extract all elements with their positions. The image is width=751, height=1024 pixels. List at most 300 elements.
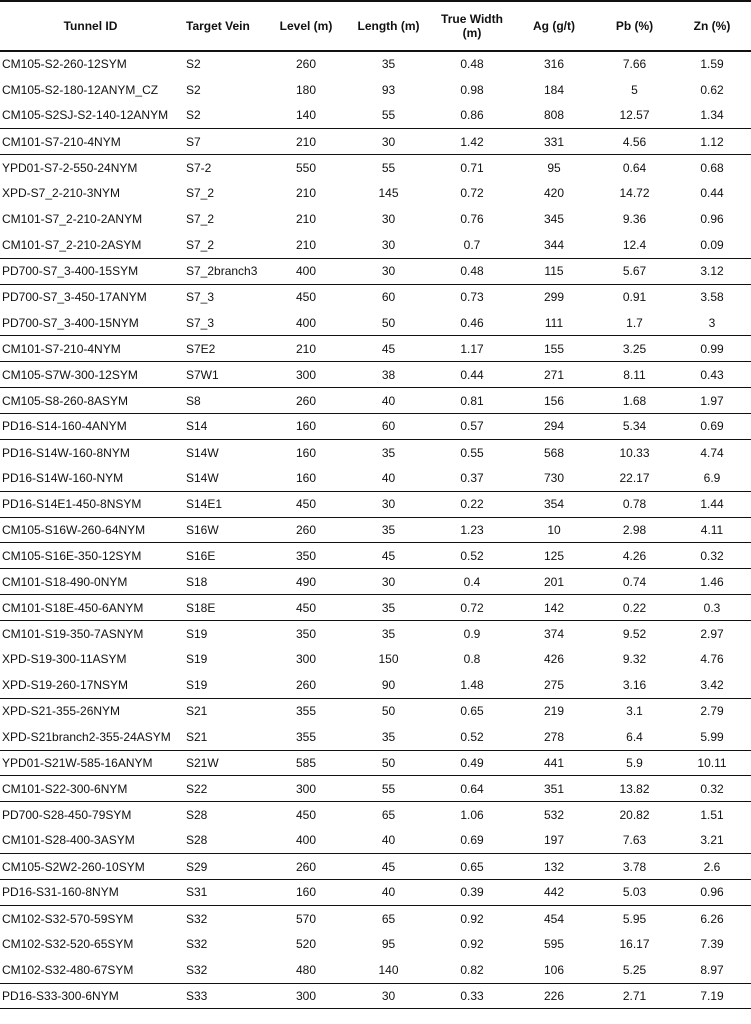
table-row: [0, 750, 751, 776]
cell-true-width: 0.37: [460, 470, 484, 485]
cell-level: 300: [295, 652, 317, 667]
table-row: [0, 672, 751, 698]
table-row: [0, 802, 751, 828]
cell-true-width: 0.44: [432, 362, 512, 388]
header-target-vein: Target Vein: [181, 1, 267, 51]
cell-zn: 2.6: [673, 854, 751, 880]
cell-tunnel-id: CM101-S7_2-210-2ASYM: [2, 237, 142, 252]
cell-target-vein: S14W: [181, 439, 267, 465]
header-ag: Ag (g/t): [512, 1, 596, 51]
cell-pb: 5.9: [596, 750, 673, 776]
cell-zn: 3.21: [700, 833, 724, 848]
table-row: [0, 465, 751, 491]
cell-ag: 420: [543, 186, 565, 201]
cell-zn: 10.11: [673, 750, 751, 776]
cell-true-width: 0.52: [432, 543, 512, 569]
cell-pb: 3.25: [596, 336, 673, 362]
cell-length: 40: [381, 833, 396, 848]
cell-ag: 271: [512, 362, 596, 388]
cell-zn: 8.97: [700, 962, 724, 977]
cell-level: 300: [267, 776, 345, 802]
cell-target-vein: S2: [186, 82, 201, 97]
cell-pb: 10.33: [596, 439, 673, 465]
table-row: [0, 413, 751, 439]
cell-length: 30: [345, 258, 432, 284]
cell-length: 30: [345, 491, 432, 517]
cell-length: 55: [345, 155, 432, 181]
cell-target-vein: S19: [186, 678, 208, 693]
cell-ag: 351: [512, 776, 596, 802]
cell-level: 260: [267, 388, 345, 414]
cell-pb: 0.78: [596, 491, 673, 517]
cell-tunnel-id: XPD-S7_2-210-3NYM: [2, 186, 121, 201]
cell-pb: 22.17: [619, 470, 650, 485]
cell-target-vein: S7_3: [186, 315, 215, 330]
cell-target-vein: S21: [186, 729, 208, 744]
cell-true-width: 0.98: [460, 82, 484, 97]
cell-target-vein: S19: [186, 652, 208, 667]
cell-target-vein: S29: [181, 854, 267, 880]
cell-length: 35: [381, 729, 396, 744]
cell-zn: 7.39: [700, 937, 724, 952]
cell-true-width: 0.82: [460, 962, 484, 977]
cell-level: 355: [267, 698, 345, 724]
table-row: [0, 129, 751, 155]
header-level: Level (m): [267, 1, 345, 51]
cell-zn: 1.44: [673, 491, 751, 517]
cell-tunnel-id: YPD01-S7-2-550-24NYM: [0, 155, 181, 181]
cell-level: 490: [267, 569, 345, 595]
cell-zn: 0.09: [700, 237, 724, 252]
cell-level: 160: [295, 470, 317, 485]
table-row: [0, 931, 751, 957]
cell-target-vein: S31: [181, 880, 267, 906]
cell-level: 450: [267, 595, 345, 621]
cell-level: 520: [295, 937, 317, 952]
cell-ag: 10: [512, 517, 596, 543]
cell-length: 60: [345, 413, 432, 439]
cell-pb: 16.17: [619, 937, 650, 952]
cell-tunnel-id: PD16-S31-160-8NYM: [0, 880, 181, 906]
header-pb: Pb (%): [596, 1, 673, 51]
cell-ag: 454: [512, 905, 596, 931]
cell-true-width: 0.92: [432, 905, 512, 931]
cell-zn: 1.51: [673, 802, 751, 828]
cell-level: 160: [267, 880, 345, 906]
cell-tunnel-id: PD16-S14E1-450-8NSYM: [0, 491, 181, 517]
cell-ag: 532: [512, 802, 596, 828]
table-row: [0, 880, 751, 906]
cell-target-vein: S16E: [181, 543, 267, 569]
cell-length: 35: [345, 51, 432, 77]
cell-ag: 226: [512, 983, 596, 1009]
cell-length: 45: [345, 543, 432, 569]
cell-ag: 125: [512, 543, 596, 569]
cell-zn: 0.96: [673, 880, 751, 906]
cell-ag: 184: [543, 82, 565, 97]
cell-zn: 0.3: [673, 595, 751, 621]
cell-level: 300: [267, 983, 345, 1009]
table-row: [0, 439, 751, 465]
cell-length: 55: [381, 108, 396, 123]
cell-target-vein: S2: [186, 108, 201, 123]
table-row: [0, 724, 751, 750]
cell-zn: 5.99: [700, 729, 724, 744]
cell-pb: 5: [631, 82, 638, 97]
cell-target-vein: S14W: [186, 470, 219, 485]
cell-pb: 14.72: [619, 186, 650, 201]
table-row: [0, 905, 751, 931]
cell-tunnel-id: XPD-S19-300-11ASYM: [2, 652, 127, 667]
cell-pb: 6.4: [626, 729, 643, 744]
cell-tunnel-id: PD16-S14-160-4ANYM: [0, 413, 181, 439]
table-row: [0, 491, 751, 517]
cell-length: 145: [378, 186, 399, 201]
cell-length: 50: [345, 698, 432, 724]
cell-true-width: 0.39: [432, 880, 512, 906]
cell-true-width: 0.73: [432, 284, 512, 310]
cell-ag: 316: [512, 51, 596, 77]
cell-zn: 3.58: [673, 284, 751, 310]
table-row: [0, 362, 751, 388]
cell-true-width: 0.65: [432, 854, 512, 880]
cell-pb: 5.95: [596, 905, 673, 931]
cell-tunnel-id: PD700-S7_3-400-15NYM: [2, 315, 139, 330]
cell-length: 45: [345, 854, 432, 880]
cell-length: 90: [381, 678, 396, 693]
cell-true-width: 0.76: [460, 212, 484, 227]
cell-zn: 4.76: [700, 652, 724, 667]
cell-pb: 7.66: [596, 51, 673, 77]
table-row: [0, 206, 751, 232]
cell-length: 50: [345, 750, 432, 776]
cell-ag: 294: [512, 413, 596, 439]
cell-true-width: 1.17: [432, 336, 512, 362]
cell-ag: 441: [512, 750, 596, 776]
cell-ag: 345: [543, 212, 565, 227]
cell-pb: 3.78: [596, 854, 673, 880]
cell-zn: 0.44: [700, 186, 724, 201]
cell-zn: 7.19: [673, 983, 751, 1009]
cell-pb: 4.56: [596, 129, 673, 155]
cell-ag: 155: [512, 336, 596, 362]
cell-ag: 275: [543, 678, 565, 693]
cell-true-width: 1.42: [432, 129, 512, 155]
table-row: [0, 569, 751, 595]
cell-ag: 106: [543, 962, 565, 977]
cell-true-width: 0.72: [460, 186, 484, 201]
cell-length: 150: [378, 652, 399, 667]
cell-target-vein: S18: [181, 569, 267, 595]
cell-target-vein: S32: [186, 937, 208, 952]
cell-level: 450: [267, 284, 345, 310]
cell-level: 400: [295, 833, 317, 848]
cell-tunnel-id: CM101-S19-350-7ASNYM: [0, 621, 181, 647]
cell-target-vein: S7_3: [181, 284, 267, 310]
cell-level: 585: [267, 750, 345, 776]
cell-level: 260: [295, 678, 317, 693]
cell-zn: 0.68: [673, 155, 751, 181]
cell-length: 30: [381, 212, 396, 227]
cell-tunnel-id: YPD01-S21W-585-16ANYM: [0, 750, 181, 776]
cell-level: 570: [267, 905, 345, 931]
cell-length: 35: [345, 517, 432, 543]
cell-tunnel-id: PD700-S7_3-450-17ANYM: [0, 284, 181, 310]
cell-true-width: 0.48: [432, 258, 512, 284]
cell-tunnel-id: CM105-S16W-260-64NYM: [0, 517, 181, 543]
table-row: [0, 155, 751, 181]
cell-target-vein: S14: [181, 413, 267, 439]
cell-target-vein: S16W: [181, 517, 267, 543]
cell-true-width: 0.72: [432, 595, 512, 621]
cell-ag: 219: [512, 698, 596, 724]
cell-true-width: 0.69: [460, 833, 484, 848]
table-row: [0, 258, 751, 284]
table-row: [0, 776, 751, 802]
cell-length: 93: [381, 82, 396, 97]
cell-ag: 115: [512, 258, 596, 284]
cell-true-width: 0.57: [432, 413, 512, 439]
cell-pb: 0.74: [596, 569, 673, 595]
cell-ag: 156: [512, 388, 596, 414]
cell-zn: 3.42: [700, 678, 724, 693]
cell-target-vein: S2: [181, 51, 267, 77]
cell-level: 210: [267, 129, 345, 155]
cell-zn: 0.99: [673, 336, 751, 362]
cell-true-width: 0.52: [460, 729, 484, 744]
table-body: [0, 51, 751, 1009]
cell-ag: 808: [543, 108, 565, 123]
cell-level: 260: [267, 51, 345, 77]
cell-true-width: 0.55: [432, 439, 512, 465]
cell-ag: 197: [543, 833, 565, 848]
cell-tunnel-id: PD16-S14W-160-NYM: [2, 470, 124, 485]
cell-tunnel-id: CM101-S7-210-4NYM: [0, 336, 181, 362]
cell-ag: 595: [543, 937, 565, 952]
cell-level: 210: [295, 186, 317, 201]
cell-target-vein: S22: [181, 776, 267, 802]
cell-tunnel-id: CM105-S8-260-8ASYM: [0, 388, 181, 414]
cell-level: 210: [295, 212, 317, 227]
cell-zn: 6.26: [673, 905, 751, 931]
cell-true-width: 0.92: [460, 937, 484, 952]
cell-level: 260: [267, 854, 345, 880]
cell-tunnel-id: CM102-S32-570-59SYM: [0, 905, 181, 931]
cell-zn: 0.43: [673, 362, 751, 388]
cell-ag: 568: [512, 439, 596, 465]
cell-target-vein: S7W1: [181, 362, 267, 388]
cell-target-vein: S7_2: [186, 237, 215, 252]
cell-length: 65: [345, 905, 432, 931]
table-row: [0, 595, 751, 621]
cell-tunnel-id: CM101-S18-490-0NYM: [0, 569, 181, 595]
table-row: [0, 103, 751, 129]
cell-length: 60: [345, 284, 432, 310]
cell-true-width: 0.65: [432, 698, 512, 724]
cell-zn: 1.59: [673, 51, 751, 77]
cell-target-vein: S18E: [181, 595, 267, 621]
cell-length: 30: [381, 237, 396, 252]
table-row: [0, 77, 751, 103]
cell-target-vein: S21: [181, 698, 267, 724]
cell-ag: 142: [512, 595, 596, 621]
cell-ag: 344: [543, 237, 565, 252]
cell-tunnel-id: CM105-S2-180-12ANYM_CZ: [2, 82, 159, 97]
cell-zn: 0.96: [700, 212, 724, 227]
cell-length: 140: [378, 962, 399, 977]
cell-target-vein: S32: [181, 905, 267, 931]
cell-level: 350: [267, 621, 345, 647]
cell-ag: 299: [512, 284, 596, 310]
cell-target-vein: S7_2branch3: [181, 258, 267, 284]
cell-target-vein: S8: [181, 388, 267, 414]
table-row: [0, 517, 751, 543]
cell-target-vein: S28: [181, 802, 267, 828]
header-length: Length (m): [345, 1, 432, 51]
cell-ag: 201: [512, 569, 596, 595]
cell-pb: 0.64: [596, 155, 673, 181]
cell-true-width: 0.9: [432, 621, 512, 647]
cell-tunnel-id: PD700-S28-450-79SYM: [0, 802, 181, 828]
table-row: [0, 828, 751, 854]
cell-zn: 0.69: [673, 413, 751, 439]
cell-tunnel-id: CM101-S22-300-6NYM: [0, 776, 181, 802]
cell-level: 355: [295, 729, 317, 744]
cell-true-width: 0.46: [460, 315, 484, 330]
cell-length: 95: [381, 937, 396, 952]
cell-target-vein: S32: [186, 962, 208, 977]
cell-pb: 5.34: [596, 413, 673, 439]
cell-tunnel-id: CM101-S18E-450-6ANYM: [0, 595, 181, 621]
table-row: [0, 543, 751, 569]
cell-true-width: 0.86: [460, 108, 484, 123]
cell-level: 210: [267, 336, 345, 362]
table-row: [0, 388, 751, 414]
cell-pb: 1.68: [596, 388, 673, 414]
cell-ag: 426: [543, 652, 565, 667]
cell-length: 40: [381, 470, 396, 485]
cell-ag: 132: [512, 854, 596, 880]
cell-ag: 374: [512, 621, 596, 647]
cell-true-width: 0.71: [432, 155, 512, 181]
cell-length: 30: [345, 129, 432, 155]
cell-length: 65: [345, 802, 432, 828]
table-row: [0, 51, 751, 77]
cell-level: 550: [267, 155, 345, 181]
cell-pb: 8.11: [596, 362, 673, 388]
cell-pb: 12.4: [622, 237, 647, 252]
cell-length: 55: [345, 776, 432, 802]
header-row: [0, 1, 751, 51]
table-row: [0, 621, 751, 647]
cell-level: 160: [267, 439, 345, 465]
cell-tunnel-id: CM105-S7W-300-12SYM: [0, 362, 181, 388]
cell-tunnel-id: CM101-S7-210-4NYM: [0, 129, 181, 155]
cell-tunnel-id: CM101-S28-400-3ASYM: [2, 833, 135, 848]
cell-pb: 1.7: [626, 315, 643, 330]
cell-zn: 3.12: [673, 258, 751, 284]
cell-tunnel-id: CM105-S2SJ-S2-140-12ANYM: [2, 108, 169, 123]
cell-pb: 2.71: [596, 983, 673, 1009]
cell-pb: 9.36: [622, 212, 647, 227]
cell-target-vein: S7-2: [181, 155, 267, 181]
table-row: [0, 698, 751, 724]
cell-target-vein: S33: [181, 983, 267, 1009]
cell-true-width: 1.48: [460, 678, 484, 693]
cell-pb: 5.67: [596, 258, 673, 284]
cell-tunnel-id: XPD-S21branch2-355-24ASYM: [2, 729, 171, 744]
cell-level: 210: [295, 237, 317, 252]
cell-level: 450: [267, 491, 345, 517]
cell-pb: 2.98: [596, 517, 673, 543]
cell-length: 30: [345, 983, 432, 1009]
table-row: [0, 957, 751, 983]
cell-pb: 9.52: [596, 621, 673, 647]
cell-pb: 20.82: [596, 802, 673, 828]
cell-tunnel-id: XPD-S19-260-17NSYM: [2, 678, 129, 693]
cell-pb: 9.32: [622, 652, 647, 667]
cell-tunnel-id: PD700-S7_3-400-15SYM: [0, 258, 181, 284]
header-zn: Zn (%): [673, 1, 751, 51]
cell-pb: 7.63: [622, 833, 647, 848]
cell-tunnel-id: CM105-S2-260-12SYM: [0, 51, 181, 77]
cell-pb: 4.26: [596, 543, 673, 569]
cell-ag: 730: [543, 470, 565, 485]
table-row: [0, 854, 751, 880]
cell-level: 300: [267, 362, 345, 388]
cell-pb: 13.82: [596, 776, 673, 802]
cell-pb: 3.16: [622, 678, 647, 693]
table-row: [0, 180, 751, 206]
cell-true-width: 0.7: [463, 237, 481, 252]
cell-true-width: 0.4: [432, 569, 512, 595]
cell-level: 450: [267, 802, 345, 828]
cell-zn: 1.46: [673, 569, 751, 595]
cell-target-vein: S7E2: [181, 336, 267, 362]
cell-ag: 111: [544, 315, 564, 330]
cell-length: 35: [345, 595, 432, 621]
table-row: [0, 232, 751, 258]
cell-tunnel-id: CM101-S7_2-210-2ANYM: [2, 212, 143, 227]
cell-zn: 2.79: [673, 698, 751, 724]
cell-tunnel-id: CM105-S2W2-260-10SYM: [0, 854, 181, 880]
cell-level: 140: [295, 108, 317, 123]
cell-zn: 0.62: [700, 82, 724, 97]
cell-target-vein: S28: [186, 833, 208, 848]
cell-pb: 0.91: [596, 284, 673, 310]
cell-tunnel-id: PD16-S33-300-6NYM: [0, 983, 181, 1009]
table-row: [0, 310, 751, 336]
cell-target-vein: S19: [181, 621, 267, 647]
cell-level: 180: [295, 82, 317, 97]
cell-target-vein: S14E1: [181, 491, 267, 517]
cell-zn: 1.12: [673, 129, 751, 155]
cell-zn: 1.97: [673, 388, 751, 414]
header-true-width: True Width (m): [432, 1, 512, 51]
cell-pb: 12.57: [619, 108, 650, 123]
cell-level: 480: [295, 962, 317, 977]
cell-length: 40: [345, 880, 432, 906]
cell-pb: 5.03: [596, 880, 673, 906]
cell-level: 400: [267, 258, 345, 284]
cell-true-width: 0.8: [463, 652, 481, 667]
cell-zn: 0.32: [673, 776, 751, 802]
cell-length: 40: [345, 388, 432, 414]
cell-zn: 4.11: [673, 517, 751, 543]
cell-ag: 278: [543, 729, 565, 744]
cell-tunnel-id: CM102-S32-480-67SYM: [2, 962, 134, 977]
cell-length: 35: [345, 439, 432, 465]
